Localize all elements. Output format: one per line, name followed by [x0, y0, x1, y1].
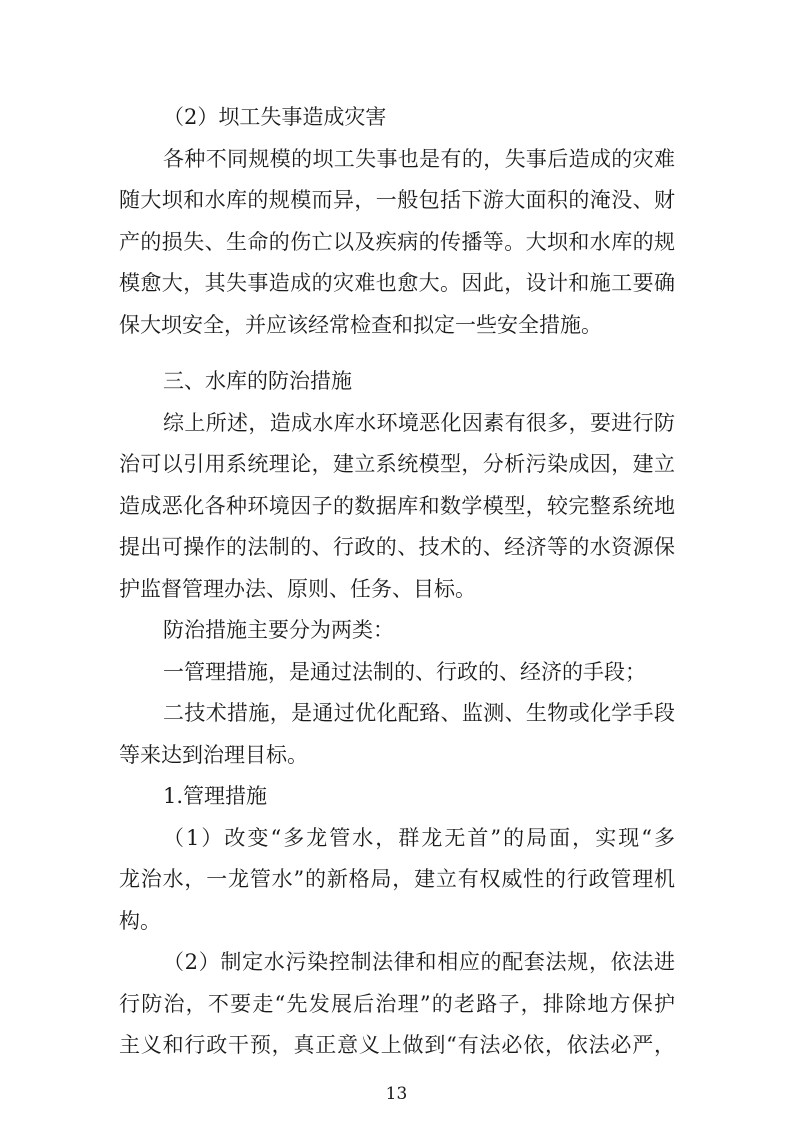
paragraph-line: 一管理措施，是通过法制的、行政的、经济的手段； — [163, 660, 646, 684]
paragraph-line: 二技术措施，是通过优化配臵、监测、生物或化学手段 — [163, 701, 675, 725]
subsection-heading-dam-failure: （2）坝工失事造成灾害 — [163, 105, 387, 129]
paragraph-line: 模愈大，其失事造成的灾难也愈大。因此，设计和施工要确 — [119, 271, 675, 295]
section-heading-prevention: 三、水库的防治措施 — [163, 369, 352, 393]
paragraph-line: 综上所述，造成水库水环境恶化因素有很多，要进行防 — [163, 411, 675, 435]
paragraph-line: 构。 — [119, 909, 161, 933]
paragraph-line: 保大坝安全，并应该经常检查和拟定一些安全措施。 — [119, 313, 602, 337]
paragraph-line: 随大坝和水库的规模而异，一般包括下游大面积的淹没、财 — [119, 188, 675, 212]
paragraph-line: 造成恶化各种环境因子的数据库和数学模型，较完整系统地 — [119, 494, 675, 518]
paragraph-line: 各种不同规模的坝工失事也是有的，失事后造成的灾难 — [163, 147, 675, 171]
paragraph-line: 防治措施主要分为两类： — [163, 618, 394, 642]
paragraph-line: 提出可操作的法制的、行政的、技术的、经济等的水资源保 — [119, 535, 675, 559]
paragraph-line: 产的损失、生命的伤亡以及疾病的传播等。大坝和水库的规 — [119, 230, 675, 254]
page-number: 13 — [385, 1084, 408, 1104]
paragraph-line: 等来达到治理目标。 — [119, 743, 308, 767]
subsection-heading-management: 1.管理措施 — [163, 784, 268, 808]
paragraph-line: 护监督管理办法、原则、任务、目标。 — [119, 577, 476, 601]
paragraph-line: （1）改变“多龙管水，群龙无首”的局面，实现“多 — [163, 826, 675, 850]
paragraph-line: 龙治水，一龙管水”的新格局，建立有权威性的行政管理机 — [119, 867, 675, 891]
paragraph-line: 治可以引用系统理论，建立系统模型，分析污染成因，建立 — [119, 452, 675, 476]
paragraph-line: 行防治，不要走“先发展后治理”的老路子，排除地方保护 — [119, 992, 675, 1016]
paragraph-line: （2）制定水污染控制法律和相应的配套法规，依法进 — [163, 950, 675, 974]
paragraph-line: 主义和行政干预，真正意义上做到“有法必依，依法必严， — [119, 1033, 675, 1057]
